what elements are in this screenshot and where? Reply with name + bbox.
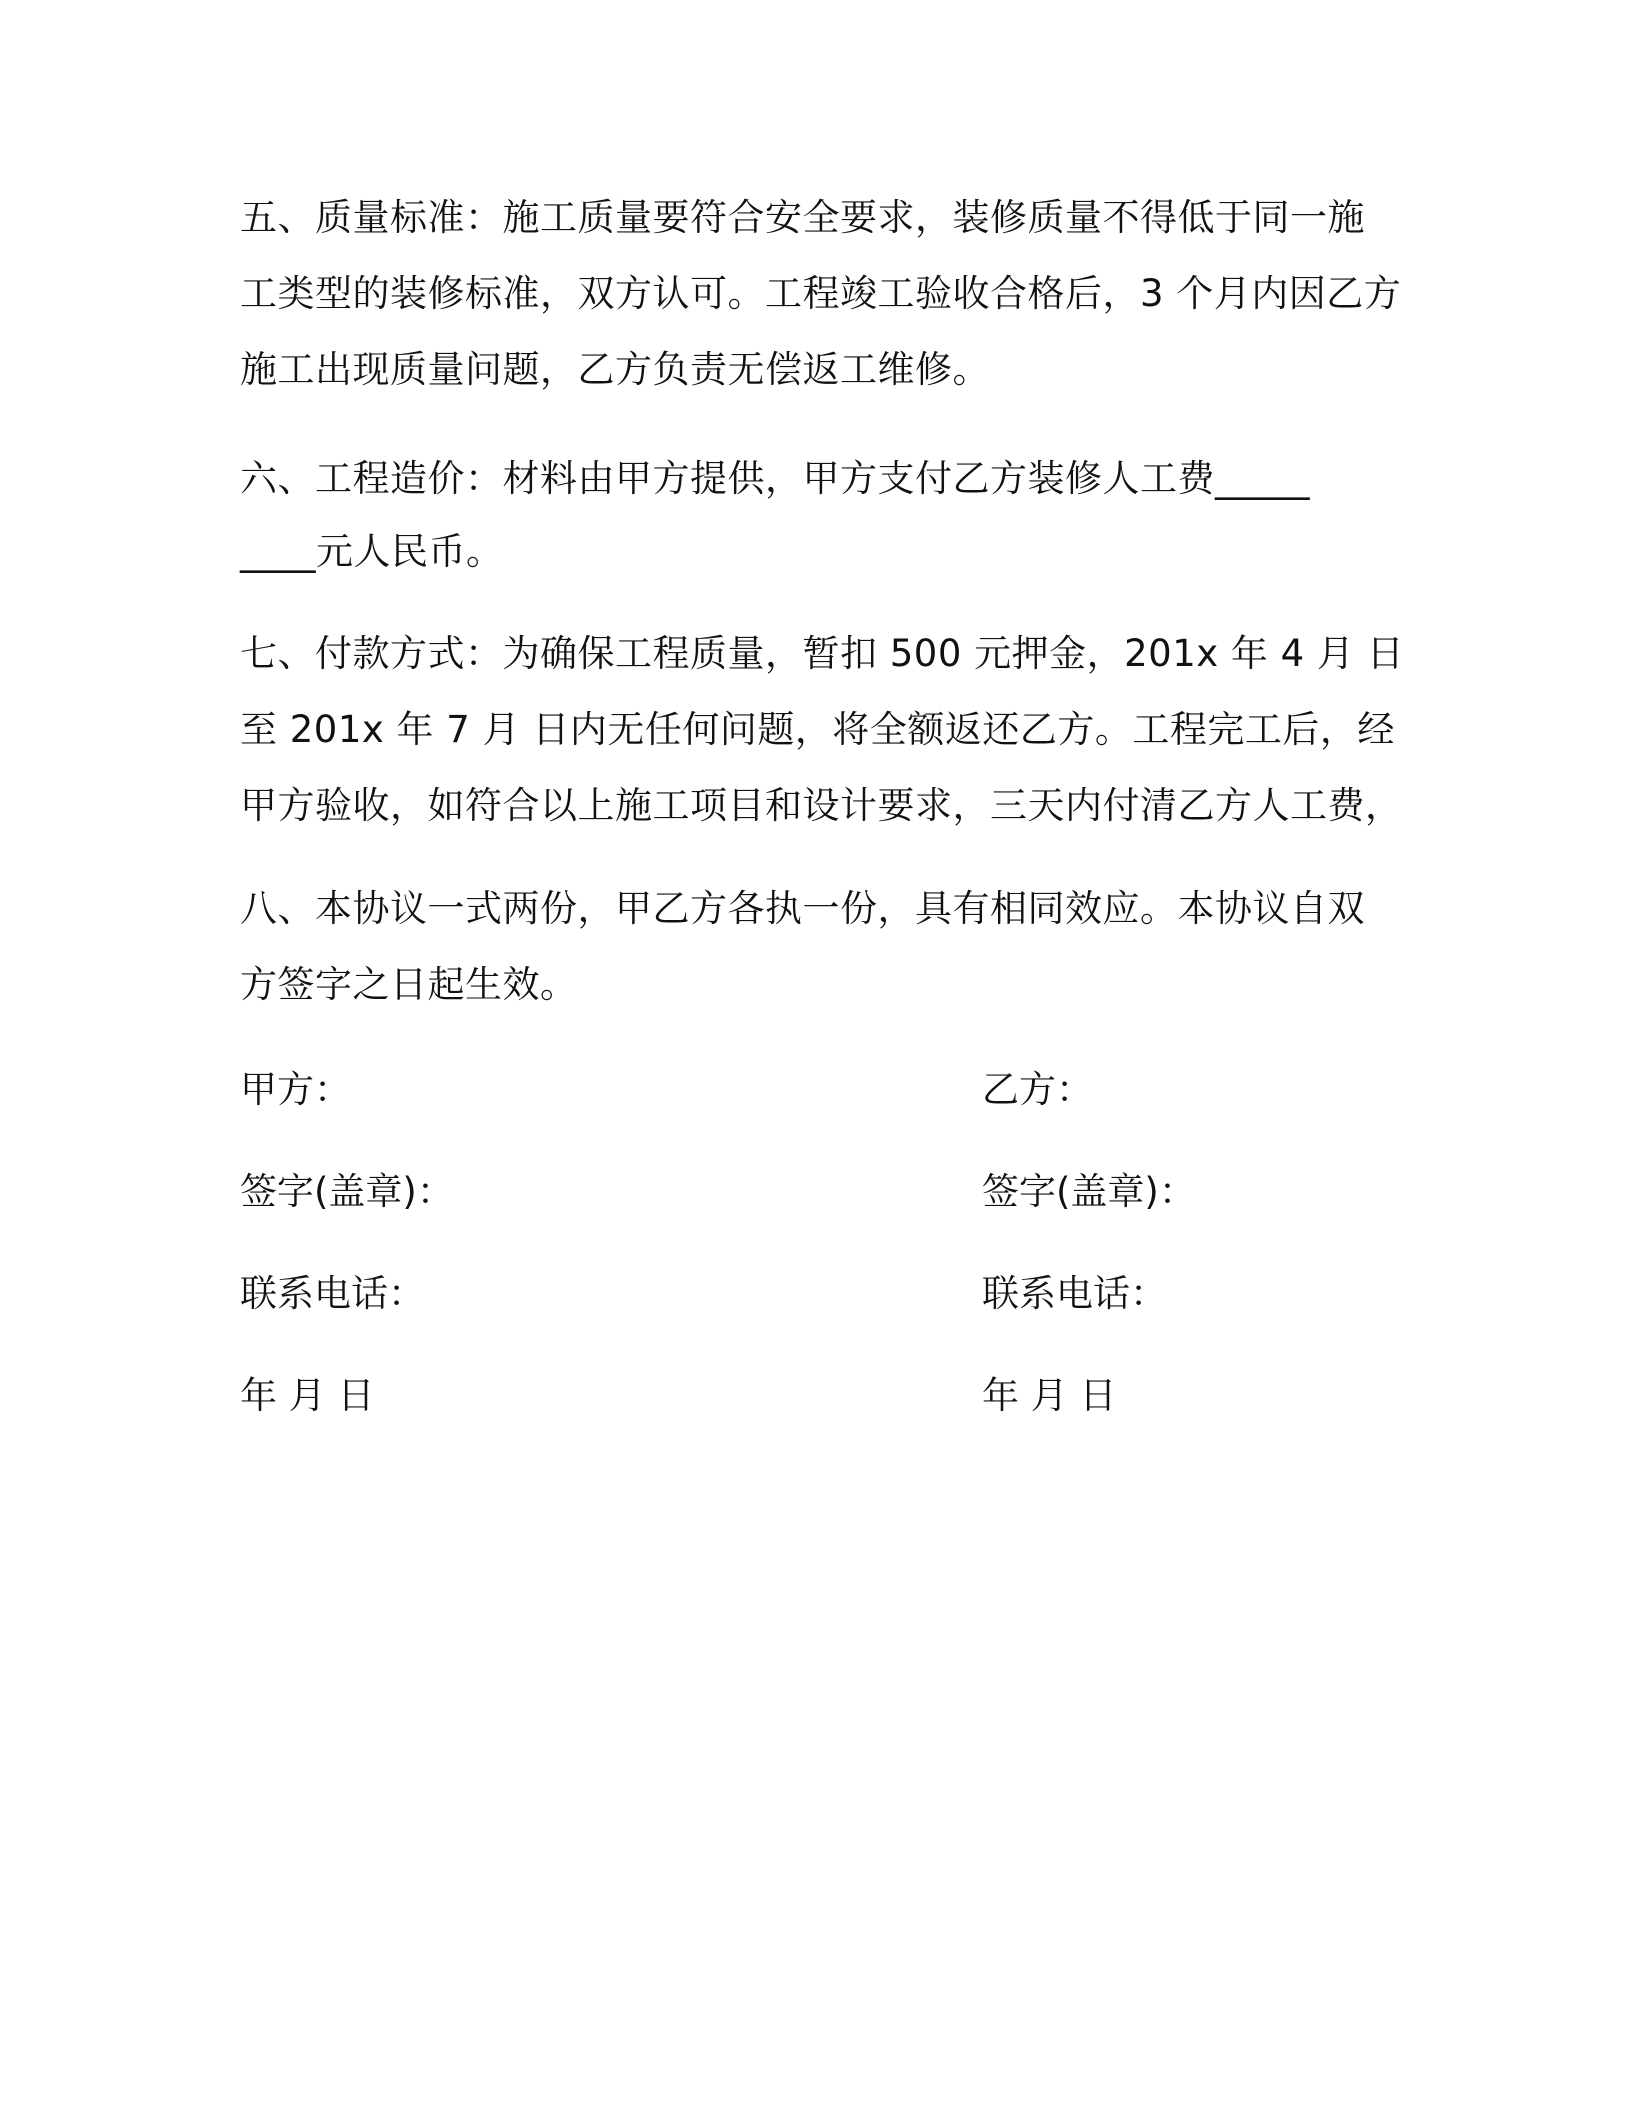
- clause-seven-line-2: 至 201x 年 7 月 日内无任何问题，将全额返还乙方。工程完工后，经: [240, 708, 1395, 751]
- party-b-date-label: 年 月 日: [982, 1374, 1117, 1417]
- party-a-date-label: 年 月 日: [240, 1374, 375, 1417]
- party-a-sign-label: 签字(盖章)：: [240, 1170, 454, 1213]
- party-b-phone-label: 联系电话：: [982, 1272, 1167, 1315]
- clause-six-line-1: 六、工程造价：材料由甲方提供，甲方支付乙方装修人工费_____: [240, 457, 1310, 500]
- clause-eight-line-2: 方签字之日起生效。: [240, 963, 578, 1006]
- party-a-phone-label: 联系电话：: [240, 1272, 425, 1315]
- clause-seven-line-1: 七、付款方式：为确保工程质量，暂扣 500 元押金，201x 年 4 月 日: [240, 632, 1405, 675]
- party-b-sign-label: 签字(盖章)：: [982, 1170, 1196, 1213]
- clause-five-line-3: 施工出现质量问题，乙方负责无偿返工维修。: [240, 348, 990, 391]
- clause-five-line-1: 五、质量标准：施工质量要符合安全要求，装修质量不得低于同一施: [240, 196, 1365, 239]
- clause-seven-line-3: 甲方验收，如符合以上施工项目和设计要求，三天内付清乙方人工费，: [240, 784, 1403, 827]
- party-b-label: 乙方：: [982, 1068, 1093, 1111]
- clause-five-line-2: 工类型的装修标准，双方认可。工程竣工验收合格后，3 个月内因乙方: [240, 272, 1402, 315]
- party-a-label: 甲方：: [240, 1068, 351, 1111]
- clause-eight-line-1: 八、本协议一式两份，甲乙方各执一份，具有相同效应。本协议自双: [240, 887, 1365, 930]
- clause-six-line-2: ____元人民币。: [240, 530, 504, 573]
